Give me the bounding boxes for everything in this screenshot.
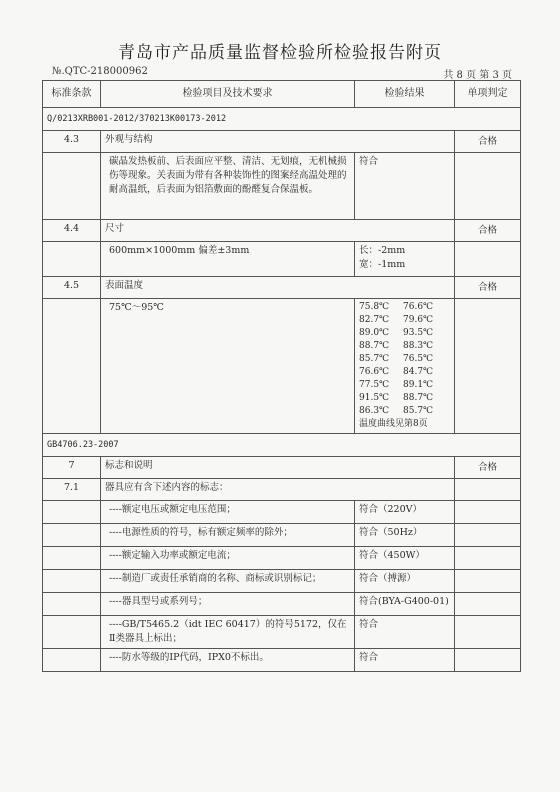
result-text: 符合（50Hz） [355, 524, 455, 547]
temperature-value: 88.7℃ [359, 341, 390, 352]
result-cell [355, 242, 455, 277]
temperature-value: 76.6℃ [403, 302, 434, 312]
requirement-row [43, 242, 521, 277]
temperature-value: 88.7℃ [403, 393, 434, 404]
marking-row [43, 547, 521, 570]
requirement-text: 碳晶发热板前、后表面应平整、清洁、无划痕，无机械损伤等现象。关表面为带有各种装饰性的图案经高温处理的耐高温纸，后表面为铝箔敷面的酚醛复合保温板。 [101, 153, 355, 220]
clause-number: 4.4 [43, 220, 101, 242]
requirement-text: ----额定输入功率或额定电流； [101, 547, 355, 570]
marking-row [43, 649, 521, 672]
inspection-table [42, 80, 521, 672]
result-text: 符合（450W） [355, 547, 455, 570]
standard-code: Q/0213XRB001-2012/370213K00173-2012 [43, 108, 521, 131]
temperature-pair [359, 366, 450, 379]
report-number: №.QTC-218000962 [52, 66, 148, 77]
temperature-value: 89.0℃ [359, 328, 390, 339]
header-verdict: 单项判定 [455, 81, 521, 108]
temperature-value: 85.7℃ [359, 354, 390, 365]
table-header-row [43, 81, 521, 108]
temperature-pair [359, 314, 450, 327]
temperature-pair [359, 340, 450, 353]
clause-number: 4.5 [43, 277, 101, 299]
requirement-text: ----器具型号或系列号； [101, 593, 355, 616]
verdict: 合格 [455, 277, 521, 299]
clause-number: 7.1 [43, 479, 101, 501]
page-info: 共 8 页 第 3 页 [443, 70, 512, 81]
temperature-value: 89.1℃ [403, 380, 434, 391]
result-length: 长：-2mm [359, 245, 406, 256]
verdict: 合格 [455, 457, 521, 479]
temperature-pair [359, 392, 450, 405]
temperature-value: 82.7℃ [359, 315, 390, 326]
verdict: 合格 [455, 220, 521, 242]
temperature-pair [359, 405, 450, 418]
requirement-row [43, 153, 521, 220]
section-row [43, 479, 521, 501]
requirement-row [43, 299, 521, 434]
marking-row [43, 616, 521, 649]
temperature-pair [359, 379, 450, 392]
temperature-value: 93.5℃ [403, 328, 434, 339]
section-row [43, 220, 521, 242]
temperature-value: 76.6℃ [359, 367, 390, 378]
section-row [43, 131, 521, 153]
result-text: 符合（220V） [355, 501, 455, 524]
marking-row [43, 501, 521, 524]
result-text: 符合（搏源） [355, 570, 455, 593]
result-text: 符合(BYA-G400-01) [355, 593, 455, 616]
requirement-text: 75℃～95℃ [101, 299, 355, 434]
requirement-text: ----制造厂或责任承销商的名称、商标或识别标记； [101, 570, 355, 593]
temperature-value: 75.8℃ [359, 302, 390, 312]
header-std: 标准条款 [43, 81, 101, 108]
clause-name: 标志和说明 [101, 457, 455, 479]
temperature-pair [359, 353, 450, 366]
temperature-pair [359, 327, 450, 340]
clause-name: 器具应有含下述内容的标志： [101, 479, 455, 501]
result-text: 符合 [355, 616, 455, 649]
marking-row [43, 570, 521, 593]
requirement-text: ----防水等级的IP代码，IPX0不标出。 [101, 649, 355, 672]
requirement-text: ----额定电压或额定电压范围； [101, 501, 355, 524]
result-width: 宽：-1mm [359, 258, 406, 270]
header-result: 检验结果 [355, 81, 455, 108]
report-title: 青岛市产品质量监督检验所检验报告附页 [118, 43, 442, 63]
temperature-value: 86.3℃ [359, 406, 390, 417]
temperature-note: 温度曲线见第8页 [359, 419, 428, 430]
standard-code: GB4706.23-2007 [43, 434, 521, 457]
requirement-text: ----GB/T5465.2（idt IEC 60417）的符号5172，仅在Ⅱ类器具上标出； [101, 616, 355, 649]
clause-number: 7 [43, 457, 101, 479]
marking-row [43, 593, 521, 616]
marking-row [43, 524, 521, 547]
temperature-value: 84.7℃ [403, 367, 434, 378]
temperature-value: 85.7℃ [403, 406, 434, 417]
clause-name: 尺寸 [101, 220, 455, 242]
temperature-value: 88.3℃ [403, 341, 434, 352]
temperature-pair [359, 301, 450, 314]
result-text: 符合 [355, 153, 455, 220]
clause-name: 表面温度 [101, 277, 455, 299]
verdict: 合格 [455, 131, 521, 153]
temperature-value: 77.5℃ [359, 380, 390, 391]
section-row [43, 277, 521, 299]
requirement-text: ----电源性质的符号，标有额定频率的除外； [101, 524, 355, 547]
clause-number: 4.3 [43, 131, 101, 153]
requirement-text: 600mm×1000mm 偏差±3mm [101, 242, 355, 277]
temperature-value: 79.6℃ [403, 315, 434, 326]
clause-name: 外观与结构 [101, 131, 455, 153]
standard-row [43, 108, 521, 131]
temperature-list [355, 299, 455, 434]
header-item: 检验项目及技术要求 [101, 81, 355, 108]
standard-row [43, 434, 521, 457]
section-row [43, 457, 521, 479]
temperature-value: 76.5℃ [403, 354, 434, 365]
result-text: 符合 [355, 649, 455, 672]
temperature-value: 91.5℃ [359, 393, 390, 404]
